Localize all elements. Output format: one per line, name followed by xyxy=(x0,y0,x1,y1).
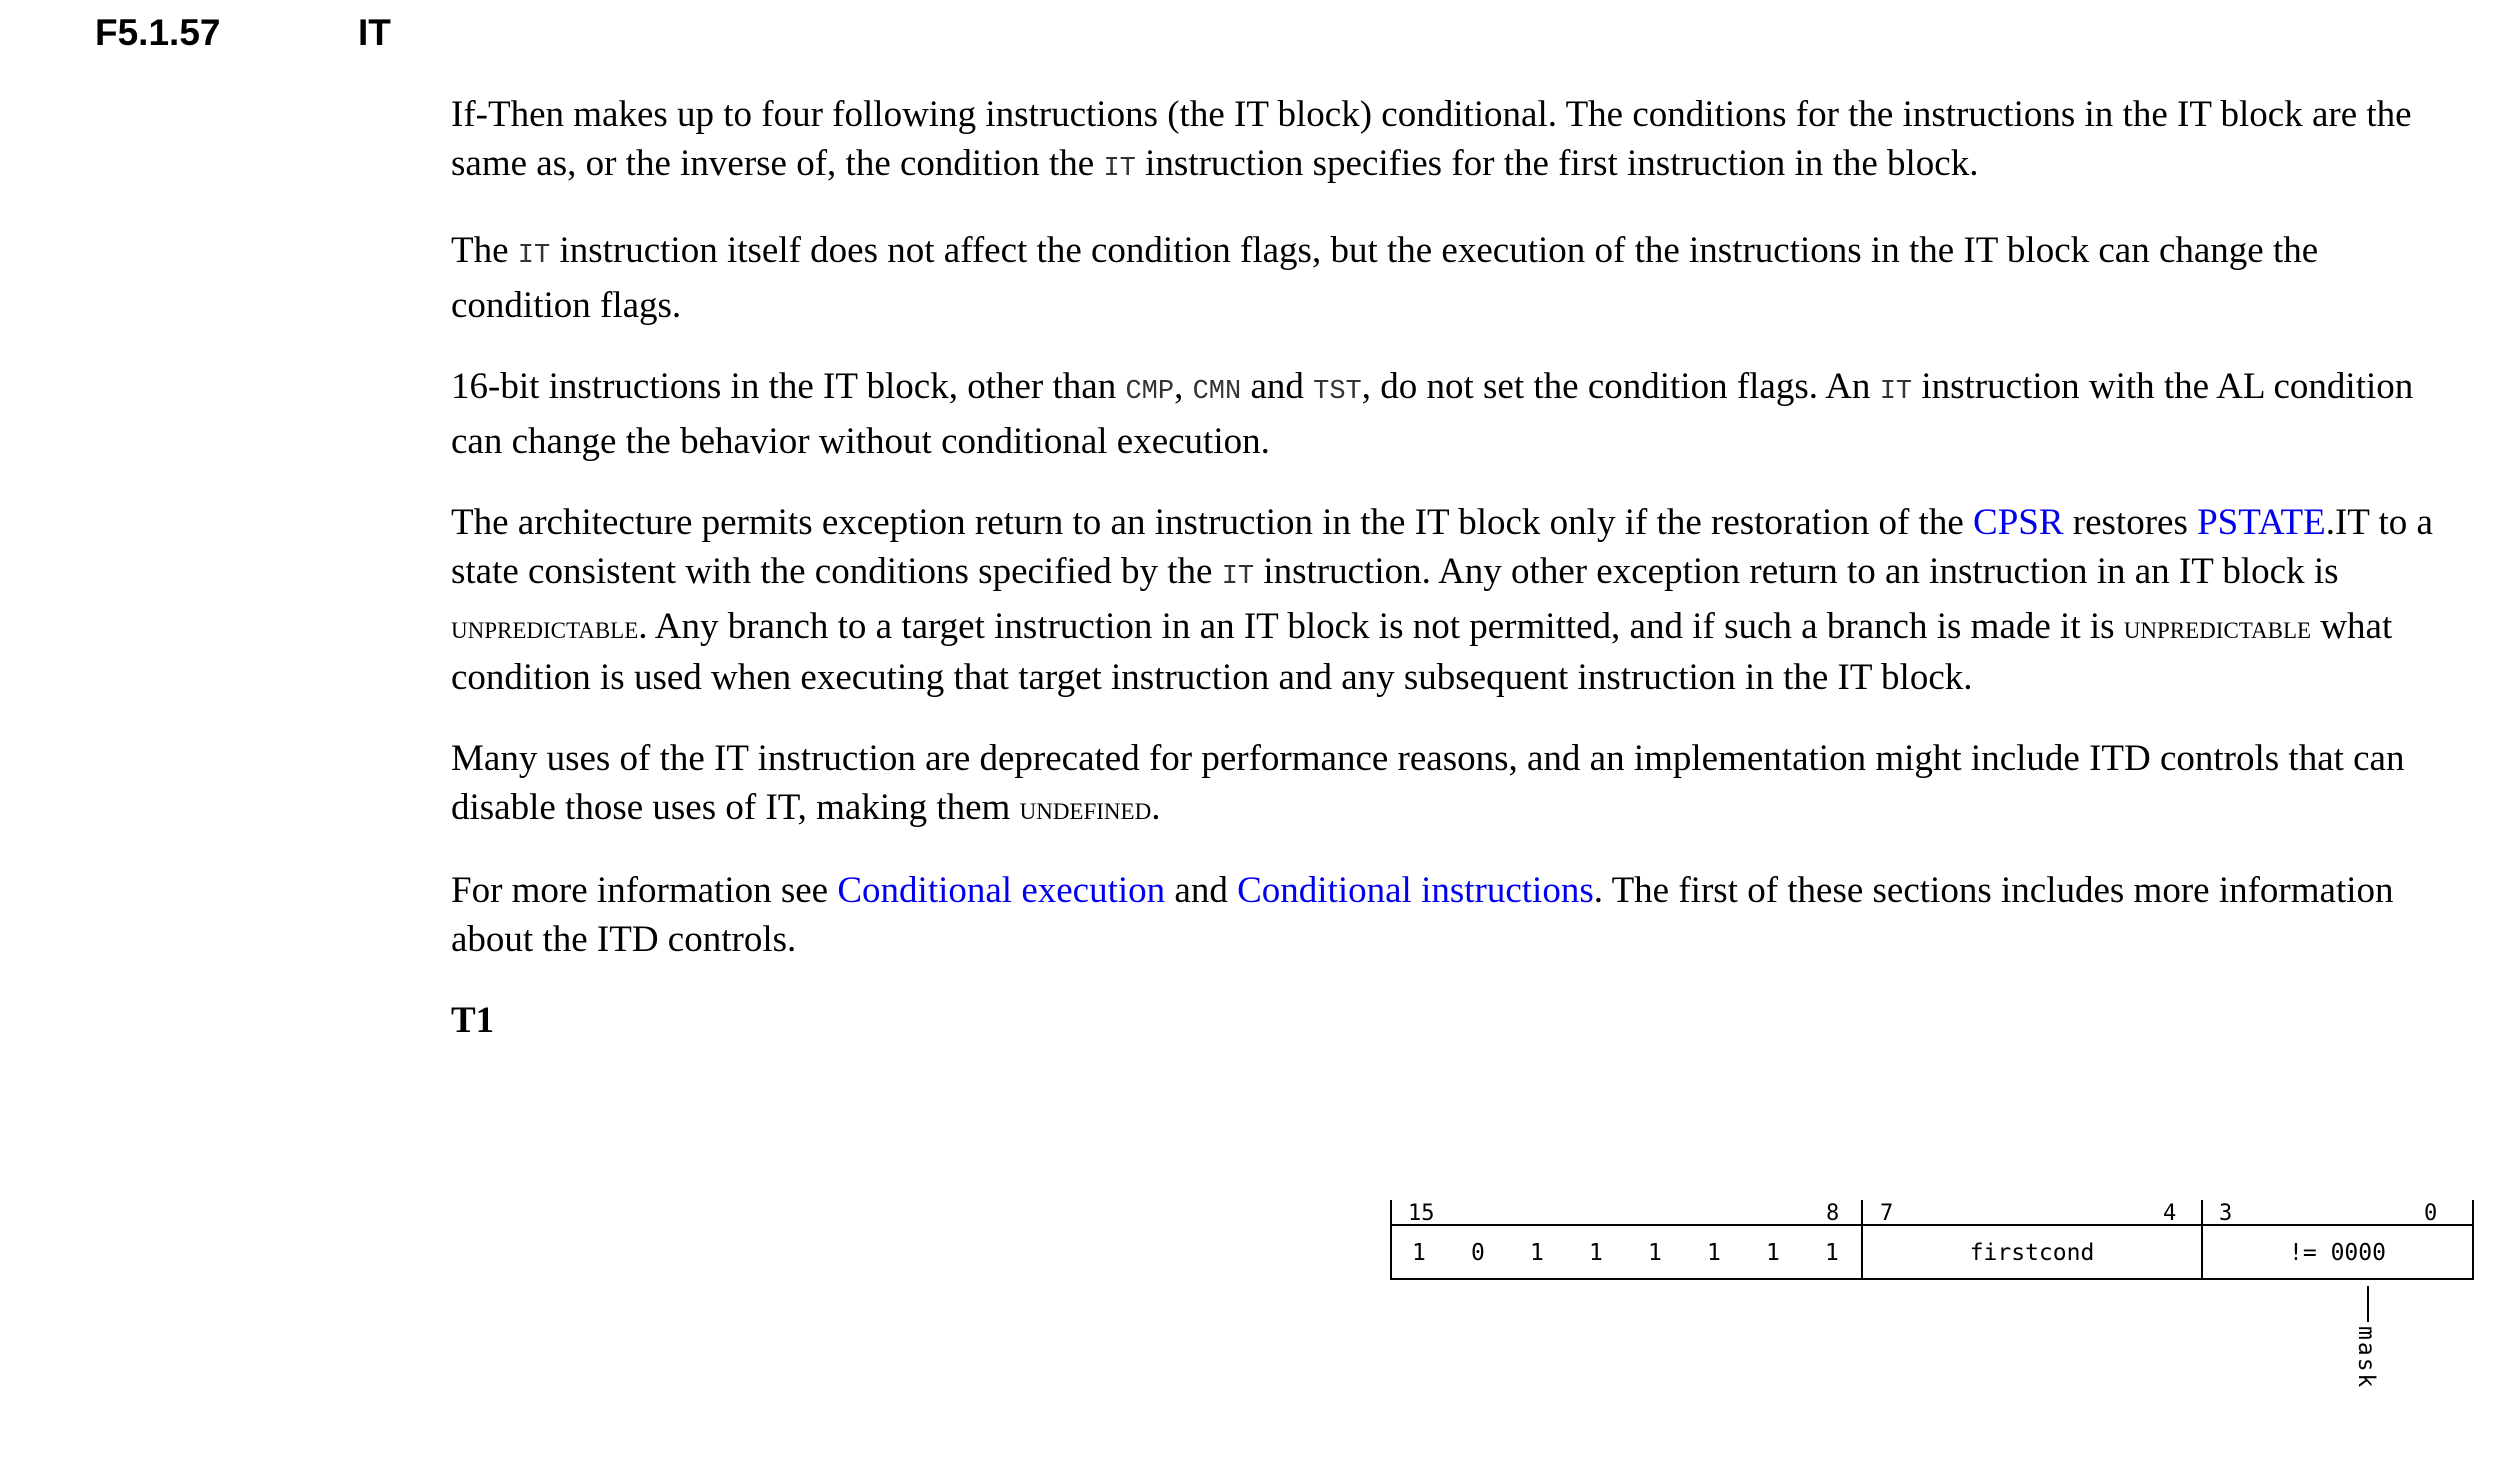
bit-value: 0 xyxy=(1471,1240,1485,1266)
bit-tick xyxy=(2472,1200,2474,1226)
code-it: IT xyxy=(1879,377,1913,407)
text: and xyxy=(1241,366,1314,407)
bit-number-0: 0 xyxy=(2424,1201,2438,1226)
section-number: F5.1.57 xyxy=(95,12,221,53)
bit-tick xyxy=(1861,1200,1863,1226)
text: . The first of these sections includes more information about the ITD controls. xyxy=(451,870,2394,960)
mask-field-name: mask xyxy=(2353,1326,2379,1390)
bit-number-4: 4 xyxy=(2163,1201,2177,1226)
term-unpredictable: unpredictable xyxy=(2123,610,2312,646)
text: instruction itself does not affect the condition flags, but the execution of the instructions in the IT block can change the condition flags. xyxy=(451,230,2319,326)
code-cmn: CMN xyxy=(1192,377,1242,407)
bit-number-3: 3 xyxy=(2219,1201,2233,1226)
text: , xyxy=(1174,366,1193,407)
term-unpredictable: unpredictable xyxy=(451,610,639,646)
text: For more information see xyxy=(451,870,838,911)
code-cmp: CMP xyxy=(1125,377,1175,407)
link-conditional-execution[interactable]: Conditional execution xyxy=(837,870,1166,911)
text: Many uses of the IT instruction are deprecated for performance reasons, and an implementation might include ITD controls that can disable those uses of IT, making them xyxy=(451,738,2405,828)
link-conditional-instructions[interactable]: Conditional instructions xyxy=(1237,870,1594,911)
paragraph-6 xyxy=(451,866,2441,964)
encoding-diagram xyxy=(1390,1200,2480,1420)
text: , do not set the condition flags. An xyxy=(1361,366,1880,407)
code-it: IT xyxy=(517,241,551,271)
text: .IT to a state consistent with the conditions specified by the xyxy=(451,502,2433,592)
section-body xyxy=(451,90,2441,1077)
bit-value: 1 xyxy=(1412,1240,1426,1266)
encoding-title: T1 xyxy=(451,1000,495,1041)
fixed-bits-field xyxy=(1390,1224,1863,1280)
paragraph-1 xyxy=(451,90,2441,194)
text: instruction with the AL condition can change the behavior without conditional execution. xyxy=(451,366,2414,462)
bit-value: 1 xyxy=(1648,1240,1662,1266)
bit-tick xyxy=(2201,1200,2203,1226)
bit-value: 1 xyxy=(1707,1240,1721,1266)
code-it: IT xyxy=(1103,154,1136,184)
link-pstate[interactable]: PSTATE xyxy=(2197,502,2326,543)
paragraph-2 xyxy=(451,226,2441,330)
text: The architecture permits exception return to an instruction in the IT block only if the restoration of the xyxy=(451,502,1974,543)
bit-number-7: 7 xyxy=(1880,1201,1894,1226)
mask-constraint-label: != 0000 xyxy=(2289,1240,2386,1266)
bit-tick xyxy=(1390,1200,1392,1226)
paragraph-4 xyxy=(451,498,2441,702)
paragraph-5 xyxy=(451,734,2441,834)
code-it: IT xyxy=(1221,562,1255,592)
bit-value: 1 xyxy=(1530,1240,1544,1266)
text: . Any branch to a target instruction in an IT block is not permitted, and if such a branch is made it is xyxy=(638,606,2124,647)
bit-number-8: 8 xyxy=(1826,1201,1840,1226)
term-undefined: undefined xyxy=(1019,791,1152,827)
firstcond-label: firstcond xyxy=(1969,1240,2095,1266)
text: restores xyxy=(2063,502,2198,543)
bit-value: 1 xyxy=(1825,1240,1839,1266)
text: and xyxy=(1165,870,1238,911)
section-title: IT xyxy=(358,12,391,53)
mask-leader-line xyxy=(2367,1286,2369,1322)
paragraph-3 xyxy=(451,362,2441,466)
bit-number-15: 15 xyxy=(1408,1201,1435,1226)
text: instruction. Any other exception return to an instruction in an IT block is xyxy=(1254,551,2339,592)
link-cpsr[interactable]: CPSR xyxy=(1973,502,2064,543)
text: 16-bit instructions in the IT block, other than xyxy=(451,366,1126,407)
bit-value: 1 xyxy=(1766,1240,1780,1266)
code-tst: TST xyxy=(1313,377,1362,407)
text: If-Then makes up to four following instructions (the IT block) conditional. The conditions for the instructions in the IT block are the same as, or the inverse of, the condition the xyxy=(451,94,2412,184)
text: what condition is used when executing that target instruction and any subsequent instruction in the IT block. xyxy=(451,606,2393,698)
text: instruction specifies for the first instruction in the block. xyxy=(1135,143,1979,184)
text: The xyxy=(451,230,518,271)
text: . xyxy=(1151,787,1161,828)
bit-value: 1 xyxy=(1589,1240,1603,1266)
